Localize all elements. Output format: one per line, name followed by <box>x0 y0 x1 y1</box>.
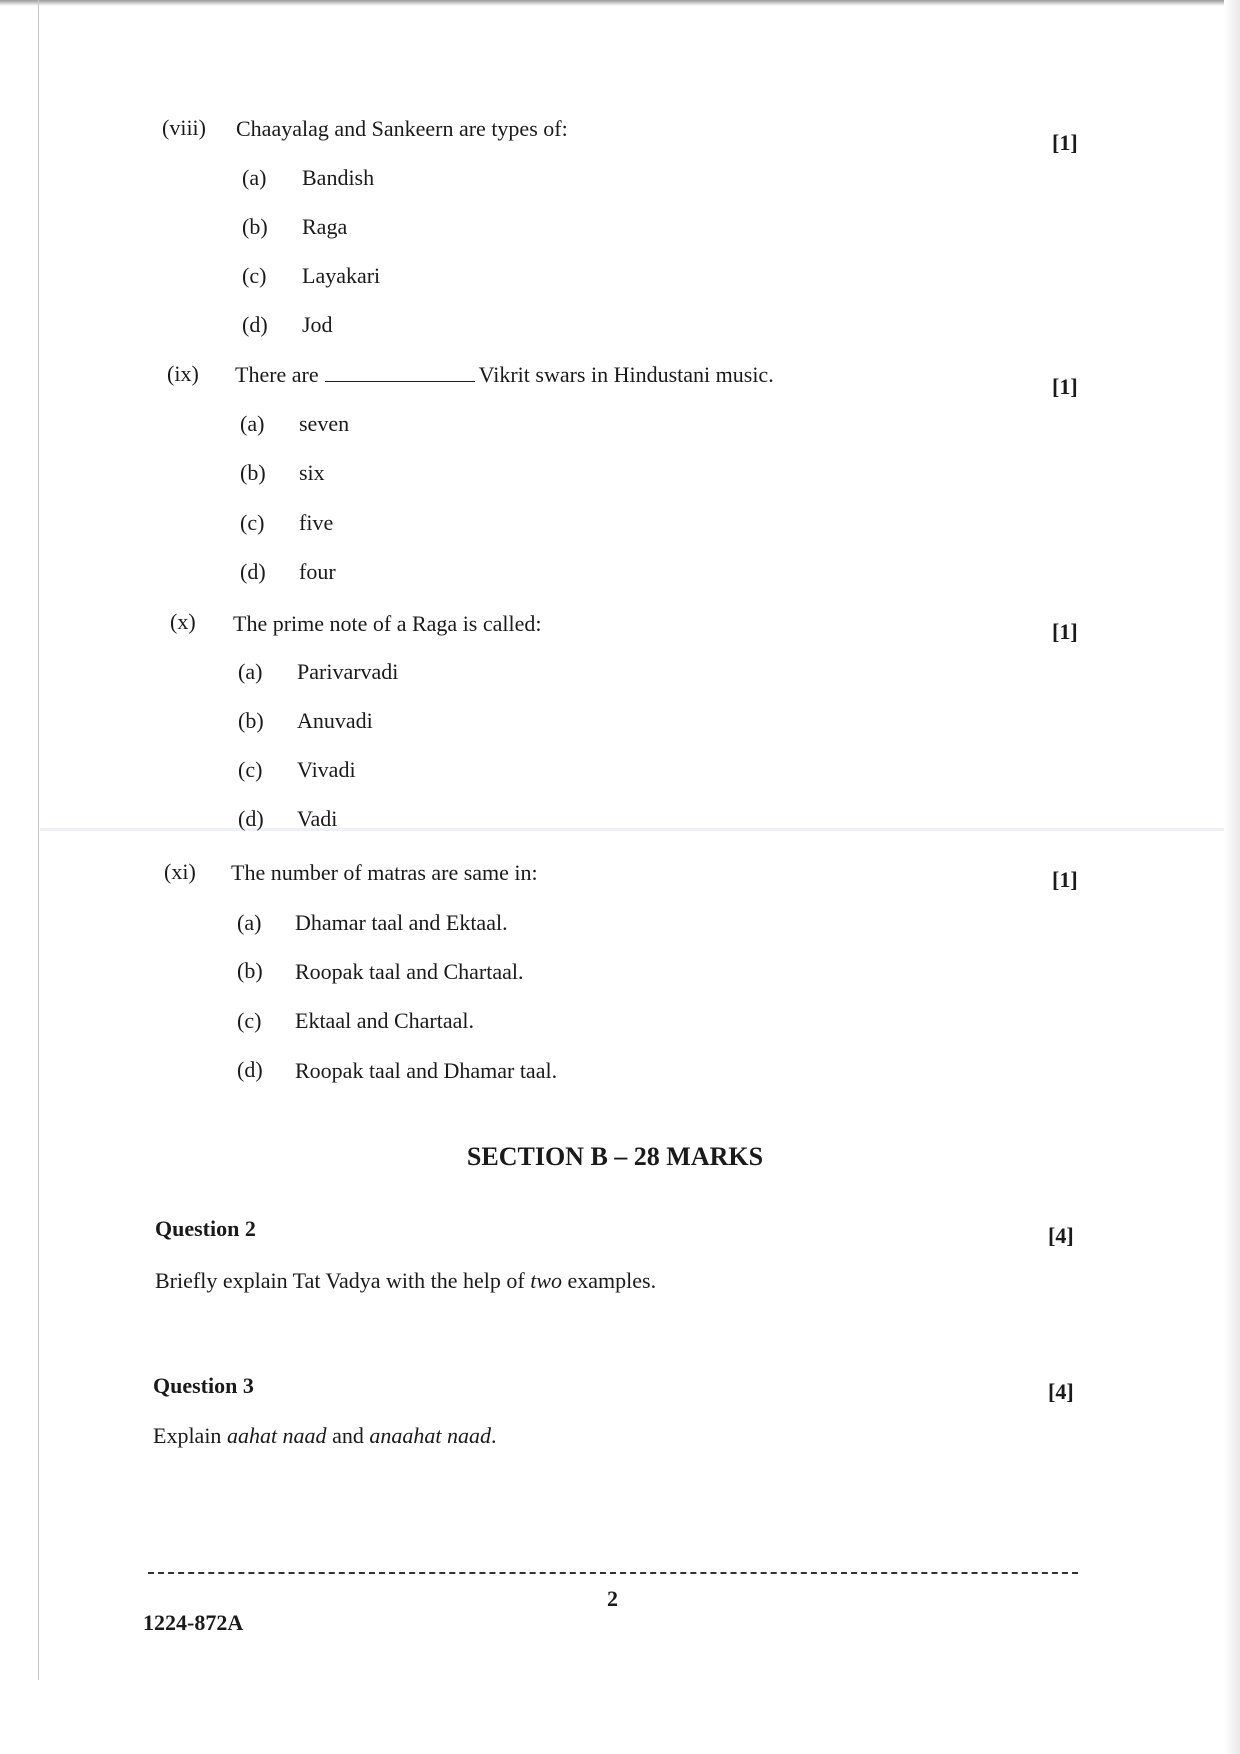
option-letter: (c) <box>240 510 265 535</box>
question-number: (x) <box>170 609 196 634</box>
option-letter: (d) <box>237 1057 263 1082</box>
option-letter: (a) <box>237 910 262 935</box>
question-body-italic: anaahat naad <box>369 1423 491 1448</box>
question-heading: Question 3 <box>153 1373 254 1398</box>
section-b-title: SECTION B – 28 MARKS <box>466 1142 764 1171</box>
option-letter: (a) <box>240 411 265 436</box>
option-letter: (c) <box>238 757 263 782</box>
footer-divider <box>148 1572 1078 1574</box>
marks-label: [1] <box>1052 867 1078 892</box>
question-body-italic: aahat naad <box>226 1423 327 1448</box>
paper-code: 1224-872A <box>143 1610 244 1635</box>
question-body <box>155 1268 656 1294</box>
question-body-text: examples. <box>562 1268 657 1293</box>
question-body-text: Explain <box>153 1423 227 1448</box>
option-text: Bandish <box>302 165 375 190</box>
question-number: (viii) <box>162 115 206 140</box>
page-number: 2 <box>607 1586 618 1611</box>
option-text: Vivadi <box>297 757 356 782</box>
marks-label: [1] <box>1052 374 1078 399</box>
option-text: Parivarvadi <box>297 659 399 684</box>
option-letter: (b) <box>238 708 264 733</box>
option-letter: (c) <box>242 263 267 288</box>
scan-edge-right <box>1224 0 1240 1754</box>
marks-label: [1] <box>1052 619 1078 644</box>
question-body-text: Briefly explain Tat Vadya with the help of <box>155 1268 531 1293</box>
question-heading: Question 2 <box>155 1216 256 1241</box>
question-number: (xi) <box>164 859 196 884</box>
question-text: Chaayalag and Sankeern are types of: <box>236 116 568 141</box>
question-body-italic: two <box>530 1268 563 1293</box>
option-text: four <box>299 559 336 584</box>
question-body <box>153 1423 496 1449</box>
question-text: The prime note of a Raga is called: <box>233 611 542 636</box>
question-text-before: There are <box>235 362 319 387</box>
option-text: seven <box>299 411 350 436</box>
option-letter: (a) <box>242 165 267 190</box>
option-text: Roopak taal and Chartaal. <box>295 959 524 984</box>
scan-fold-line <box>40 828 1224 831</box>
option-letter: (b) <box>242 214 268 239</box>
option-text: Roopak taal and Dhamar taal. <box>295 1058 558 1083</box>
option-text: Dhamar taal and Ektaal. <box>295 910 508 935</box>
option-text: Vadi <box>297 806 338 831</box>
question-text <box>235 362 774 388</box>
option-text: six <box>299 460 325 485</box>
question-text-after: Vikrit swars in Hindustani music. <box>478 362 774 387</box>
scan-edge-top <box>0 0 1240 6</box>
fill-in-blank <box>325 363 475 382</box>
option-text: Layakari <box>302 263 381 288</box>
option-letter: (b) <box>240 460 266 485</box>
question-text: The number of matras are same in: <box>231 860 538 885</box>
option-letter: (c) <box>237 1008 262 1033</box>
scan-edge-left <box>38 0 39 1680</box>
marks-label: [4] <box>1048 1223 1074 1248</box>
option-letter: (d) <box>238 806 264 831</box>
question-number: (ix) <box>167 361 199 386</box>
option-text: Ektaal and Chartaal. <box>295 1008 474 1033</box>
option-letter: (d) <box>242 312 268 337</box>
option-text: Raga <box>302 214 348 239</box>
option-text: five <box>299 510 334 535</box>
option-letter: (d) <box>240 559 266 584</box>
option-text: Jod <box>302 312 333 337</box>
marks-label: [4] <box>1048 1379 1074 1404</box>
marks-label: [1] <box>1052 130 1078 155</box>
option-text: Anuvadi <box>297 708 373 733</box>
option-letter: (a) <box>238 659 263 684</box>
question-body-text: . <box>490 1423 497 1448</box>
question-body-text: and <box>326 1423 370 1448</box>
option-letter: (b) <box>237 958 263 983</box>
